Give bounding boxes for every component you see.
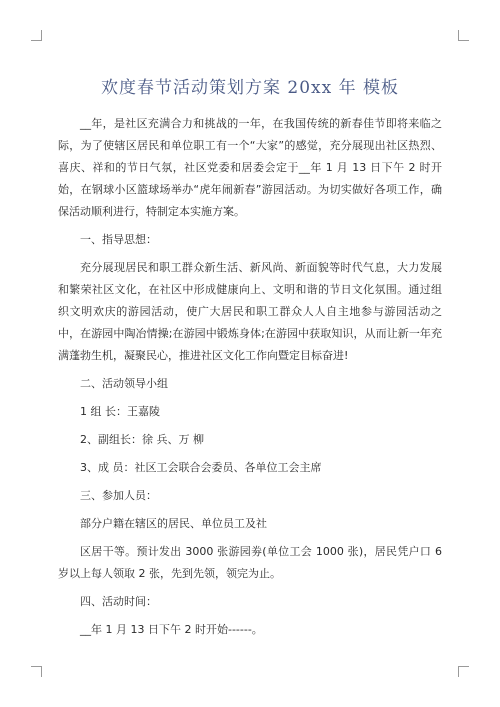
crop-mark-top-left [31,30,42,41]
crop-mark-bottom-left [31,666,42,677]
participants-line: 部分户籍在辖区的居民、单位员工及社 [80,517,267,530]
activity-time-line: __年 1 月 13 日下午 2 时开始------。 [80,623,263,636]
document-body [58,113,442,641]
deputy-leader-line: 2、副组长：徐 兵、万 柳 [80,433,204,446]
section-heading-guiding-ideology: 一、指导思想： [80,233,157,246]
document-title: 欢度春节活动策划方案 20xx 年 模板 [100,78,400,99]
section-heading-leadership-group: 二、活动领导小组 [80,377,168,390]
section-heading-participants: 三、参加人员： [80,489,157,502]
guiding-ideology-paragraph: 充分展现居民和职工群众新生活、新风尚、新面貌等时代气息，大力发展和繁荣社区文化，在社区中形成健康向上、文明和谐的节日文化氛围。通过组织文明欢庆的游园活动，使广大居民和职工群众人人自主地参与游园活动之中，在游园中陶冶情操;在游园中锻炼身体;在游园中获取知识，从而让新一年充满蓬勃生机，凝聚民心，推进社区文化工作向暨定目标奋进! [58,261,442,362]
members-line: 3、成 员：社区工会联合会委员、各单位工会主席 [80,461,322,474]
intro-paragraph: __年，是社区充满合力和挑战的一年，在我国传统的新春佳节即将来临之际，为了使辖区居民和单位职工有一个“大家”的感觉，充分展现出社区热烈、喜庆、祥和的节日气氛，社区党委和居委会定于__年 1 月 13 日下午 2 时开始，在钢球小区篮球场举办“虎年闹新春”游园活动。为切实做好各项工作，确保活动顺利进行，特制定本实施方案。 [58,117,442,218]
participants-paragraph: 区居干等。预计发出 3000 张游园劵(单位工会 1000 张)，居民凭户口 6 岁以上每人领取 2 张，先到先领，领完为止。 [58,545,442,580]
section-heading-activity-time: 四、活动时间： [80,595,157,608]
crop-mark-top-right [458,30,469,41]
leader-line: 1 组 长：王嘉陵 [80,405,160,418]
crop-mark-bottom-right [458,666,469,677]
